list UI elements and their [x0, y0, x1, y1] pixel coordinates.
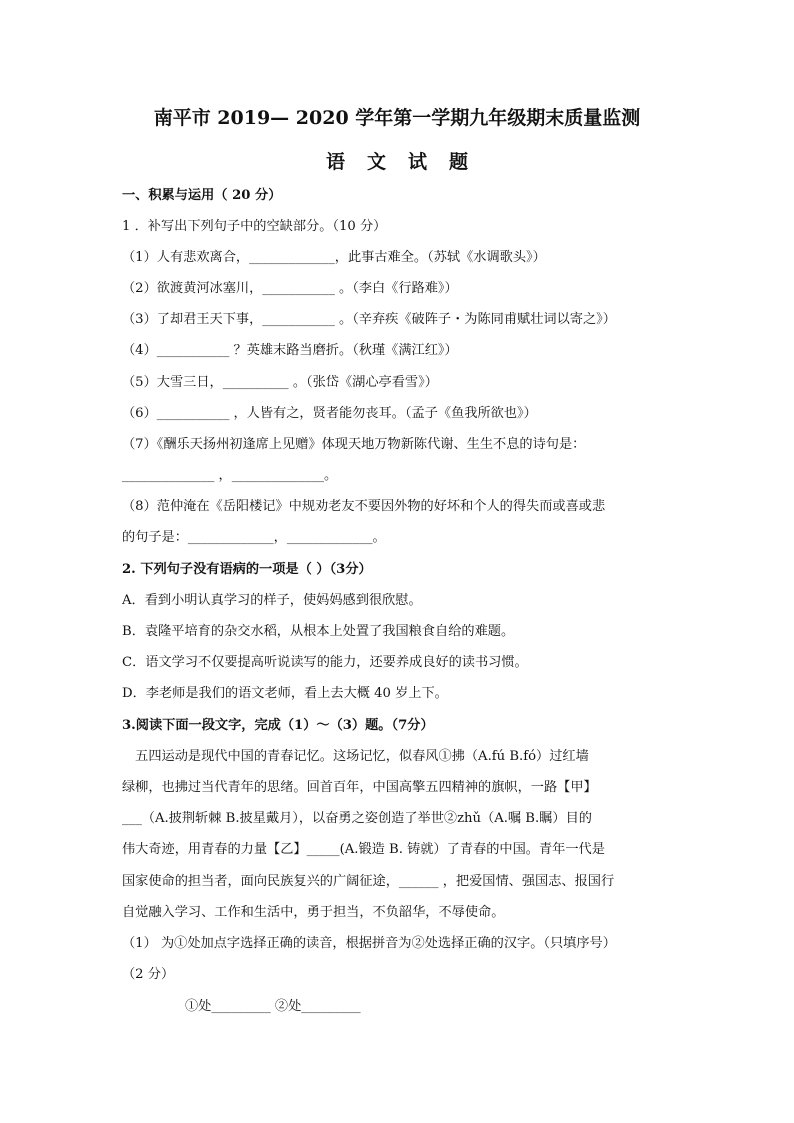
fill-blank-continuation: ______________ ，______________。 [122, 468, 338, 483]
sub-question-1-score: （2 分） [122, 967, 175, 982]
fill-blank-continuation: 的句子是：_____________，_____________。 [122, 530, 386, 545]
fill-blank-item: （5）大雪三日，__________ 。（张岱《湖心亭看雪》） [122, 375, 438, 390]
choice-option: C．语文学习不仅要提高听说读写的能力，还要养成良好的读书习惯。 [122, 655, 528, 670]
sub-question-1: （1） 为①处加点字选择正确的读音，根据拼音为②处选择正确的汉字。（只填序号） [122, 936, 616, 951]
choice-option: D．李老师是我们的语文老师，看上去大概 40 岁上下。 [122, 686, 448, 701]
fill-blank-item: （7）《酬乐天扬州初逢席上见赠》体现天地万物新陈代谢、生生不息的诗句是： [122, 437, 586, 452]
answer-blanks: ①处_________ ②处_________ [185, 999, 361, 1014]
fill-blank-item: （4）___________ ？英雄末路当磨折。（秋瑾《满江红》） [122, 343, 458, 358]
passage-line: 绿柳，也拂过当代青年的思绪。回首百年，中国高擎五四精神的旗帜，一路【甲】 [122, 780, 597, 795]
fill-blank-item: （2）欲渡黄河冰塞川，___________ 。（李白《行路难》） [122, 281, 458, 296]
fill-blank-item: （8）范仲淹在《岳阳楼记》中规劝老友不要因外物的好坏和个人的得失而或喜或悲 [122, 499, 606, 514]
question-3-prompt: 3.阅读下面一段文字，完成（1）～（3）题。（7分） [122, 718, 434, 733]
choice-option: B．袁隆平培育的杂交水稻，从根本上处置了我国粮食自给的难题。 [122, 624, 515, 639]
section-heading: 一、积累与运用（ 20 分） [122, 188, 282, 203]
passage-line: 国家使命的担当者，面向民族复兴的广阔征途，______ ，把爱国情、强国志、报国行 [122, 874, 615, 889]
passage-line: 五四运动是现代中国的青春记忆。这场记忆，似春风①拂（A.fú B.fó）过红墙 [122, 749, 589, 764]
fill-blank-item: （1）人有悲欢离合，_____________，此事古难全。（苏轼《水调歌头》） [122, 250, 546, 265]
exam-subtitle: 语文试题 [325, 151, 490, 173]
fill-blank-item: （3）了却君王天下事，___________ 。（辛弃疾《破阵子・为陈同甫赋壮词以寄之》） [122, 312, 616, 327]
exam-title: 南平市 2019— 2020 学年第一学期九年级期末质量监测 [153, 107, 641, 129]
passage-line: 自觉融入学习、工作和生活中，勇于担当，不负韶华，不辱使命。 [122, 905, 505, 920]
question-2-prompt: 2. 下列句子没有语病的一项是（ ）（3分） [122, 562, 372, 577]
passage-line: ___（A.披荆斩棘 B.披星戴月），以奋勇之姿创造了举世②zhǔ（A.嘱 B.瞩）目的 [122, 811, 592, 826]
passage-line: 伟大奇迹，用青春的力量【乙】_____(A.锻造 B. 铸就）了青春的中国。青年一代是 [122, 842, 605, 857]
question-1-prompt: 1 ．补写出下列句子中的空缺部分。（10 分） [122, 219, 387, 234]
choice-option: A．看到小明认真学习的样子，使妈妈感到很欣慰。 [122, 593, 422, 608]
fill-blank-item: （6）___________ ，人皆有之，贤者能勿丧耳。（孟子《鱼我所欲也》） [122, 406, 537, 421]
